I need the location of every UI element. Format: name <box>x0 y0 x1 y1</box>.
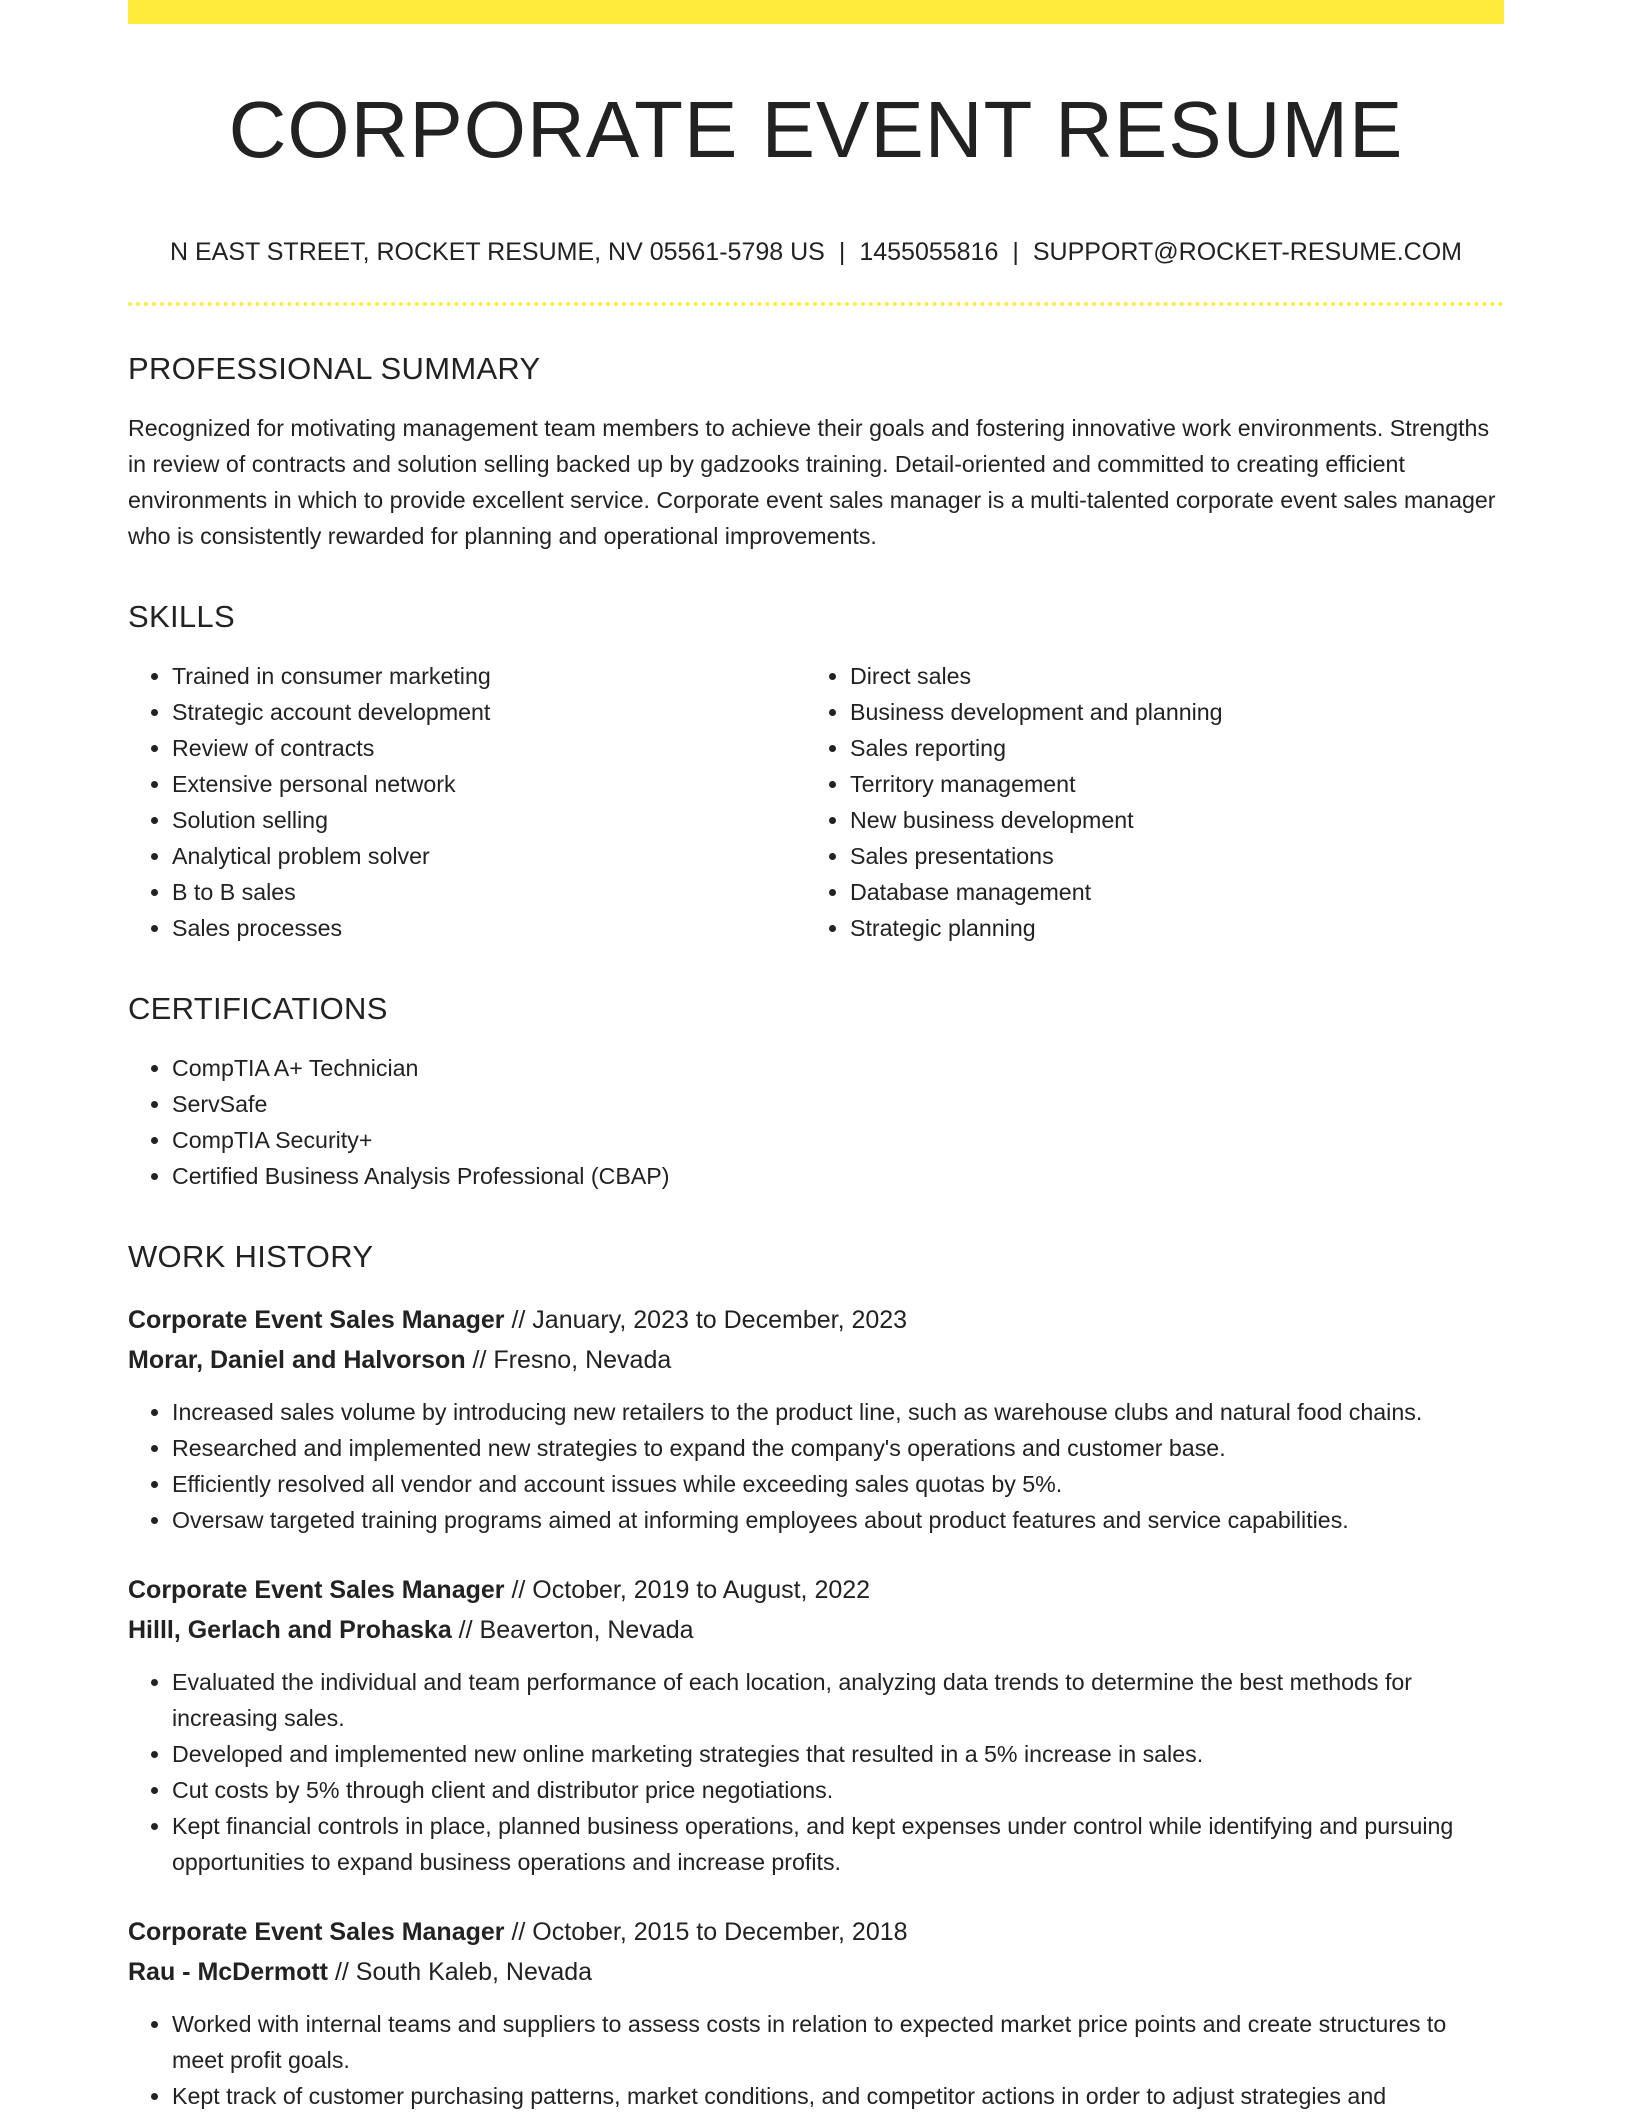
job-title-line <box>128 1300 1504 1340</box>
job-bullet: • Kept track of customer purchasing patterns, market conditions, and competitor actions in order to adjust strategies and <box>172 2078 1504 2114</box>
skills-list-right <box>806 658 1504 946</box>
skill-item: • Territory management <box>850 766 1504 802</box>
skill-item: • Trained in consumer marketing <box>172 658 806 694</box>
skill-item: • B to B sales <box>172 874 806 910</box>
job-location: // Fresno, Nevada <box>465 1346 672 1374</box>
skill-item: • Sales presentations <box>850 838 1504 874</box>
certifications-section <box>128 990 1504 1194</box>
skill-item: • Extensive personal network <box>172 766 806 802</box>
summary-text: Recognized for motivating management team members to achieve their goals and fostering innovative work environments. Strengths in review of contracts and solution selling backed up by gadzooks training. Detail-oriented and committed to creating efficient environments in which to provide excellent service. Corporate event sales manager is a multi-talented corporate event sales manager who is consistently rewarded for planning and operational improvements. <box>128 415 1496 549</box>
job-bullet: • Evaluated the individual and team performance of each location, analyzing data trends to determine the best methods for increasing sales. <box>172 1664 1504 1736</box>
job-company: Rau - McDermott <box>128 1958 329 1986</box>
job-bullets <box>128 2006 1504 2114</box>
job-bullet: • Oversaw targeted training programs aimed at informing employees about product features and service capabilities. <box>172 1502 1504 1538</box>
job-bullet: • Worked with internal teams and suppliers to assess costs in relation to expected market price points and create structures to meet profit goals. <box>172 2006 1504 2078</box>
skills-list-left <box>128 658 806 946</box>
work-history-heading: WORK HISTORY <box>128 1239 374 1274</box>
job-title: Corporate Event Sales Manager <box>128 1918 505 1946</box>
job-location: // South Kaleb, Nevada <box>328 1958 593 1986</box>
job-company-line <box>128 1610 1504 1650</box>
skill-item: • Business development and planning <box>850 694 1504 730</box>
accent-top-bar <box>128 0 1504 24</box>
skill-item: • Sales processes <box>172 910 806 946</box>
certification-item: • ServSafe <box>172 1086 1504 1122</box>
job-company-line <box>128 1952 1504 1992</box>
resume-title: CORPORATE EVENT RESUME <box>228 85 1404 174</box>
skill-item: • Sales reporting <box>850 730 1504 766</box>
job-bullets <box>128 1394 1504 1538</box>
skills-section <box>128 598 1504 946</box>
certification-item: • CompTIA A+ Technician <box>172 1050 1504 1086</box>
skills-heading: SKILLS <box>128 599 235 634</box>
contact-line <box>128 236 1504 268</box>
skill-item: • Strategic account development <box>172 694 806 730</box>
certification-item: • Certified Business Analysis Professional (CBAP) <box>172 1158 1504 1194</box>
resume-page <box>128 0 1504 2114</box>
job-entry <box>128 1570 1504 1880</box>
job-bullet: • Kept financial controls in place, planned business operations, and kept expenses under control while identifying and pursuing opportunities to expand business operations and increase profits. <box>172 1808 1504 1880</box>
summary-heading: PROFESSIONAL SUMMARY <box>128 351 541 386</box>
job-dates: // October, 2015 to December, 2018 <box>504 1918 908 1946</box>
skill-item: • Review of contracts <box>172 730 806 766</box>
contact-separator: | <box>1012 238 1019 266</box>
contact-email: SUPPORT@ROCKET-RESUME.COM <box>1032 238 1463 266</box>
certifications-list <box>128 1050 1504 1194</box>
work-history-section <box>128 1238 1504 2114</box>
job-company: Hilll, Gerlach and Prohaska <box>128 1616 452 1644</box>
job-title-line <box>128 1570 1504 1610</box>
job-bullets <box>128 1664 1504 1880</box>
job-company: Morar, Daniel and Halvorson <box>128 1346 466 1374</box>
job-bullet: • Increased sales volume by introducing new retailers to the product line, such as warehouse clubs and natural food chains. <box>172 1394 1504 1430</box>
job-title: Corporate Event Sales Manager <box>128 1306 505 1334</box>
job-entry <box>128 1912 1504 2114</box>
summary-section <box>128 350 1504 554</box>
job-company-line <box>128 1340 1504 1380</box>
job-title-line <box>128 1912 1504 1952</box>
job-entry <box>128 1300 1504 1538</box>
contact-separator: | <box>838 238 846 266</box>
contact-address: N EAST STREET, ROCKET RESUME, NV 05561-5798 US <box>169 238 825 266</box>
skill-item: • Strategic planning <box>850 910 1504 946</box>
dotted-divider <box>128 302 1504 306</box>
skill-item: • Analytical problem solver <box>172 838 806 874</box>
skill-item: • Database management <box>850 874 1504 910</box>
job-title: Corporate Event Sales Manager <box>128 1576 505 1604</box>
job-dates: // January, 2023 to December, 2023 <box>504 1306 908 1334</box>
job-bullet: • Cut costs by 5% through client and distributor price negotiations. <box>172 1772 1504 1808</box>
job-bullet: • Researched and implemented new strategies to expand the company's operations and customer base. <box>172 1430 1504 1466</box>
skills-grid <box>128 636 1504 946</box>
job-bullet: • Developed and implemented new online marketing strategies that resulted in a 5% increase in sales. <box>172 1736 1504 1772</box>
skill-item: • New business development <box>850 802 1504 838</box>
skill-item: • Solution selling <box>172 802 806 838</box>
job-dates: // October, 2019 to August, 2022 <box>504 1576 871 1604</box>
certifications-heading: CERTIFICATIONS <box>128 991 388 1026</box>
skill-item: • Direct sales <box>850 658 1504 694</box>
job-location: // Beaverton, Nevada <box>451 1616 694 1644</box>
certification-item: • CompTIA Security+ <box>172 1122 1504 1158</box>
contact-phone: 1455055816 <box>859 238 999 266</box>
job-bullet: • Efficiently resolved all vendor and account issues while exceeding sales quotas by 5%. <box>172 1466 1504 1502</box>
